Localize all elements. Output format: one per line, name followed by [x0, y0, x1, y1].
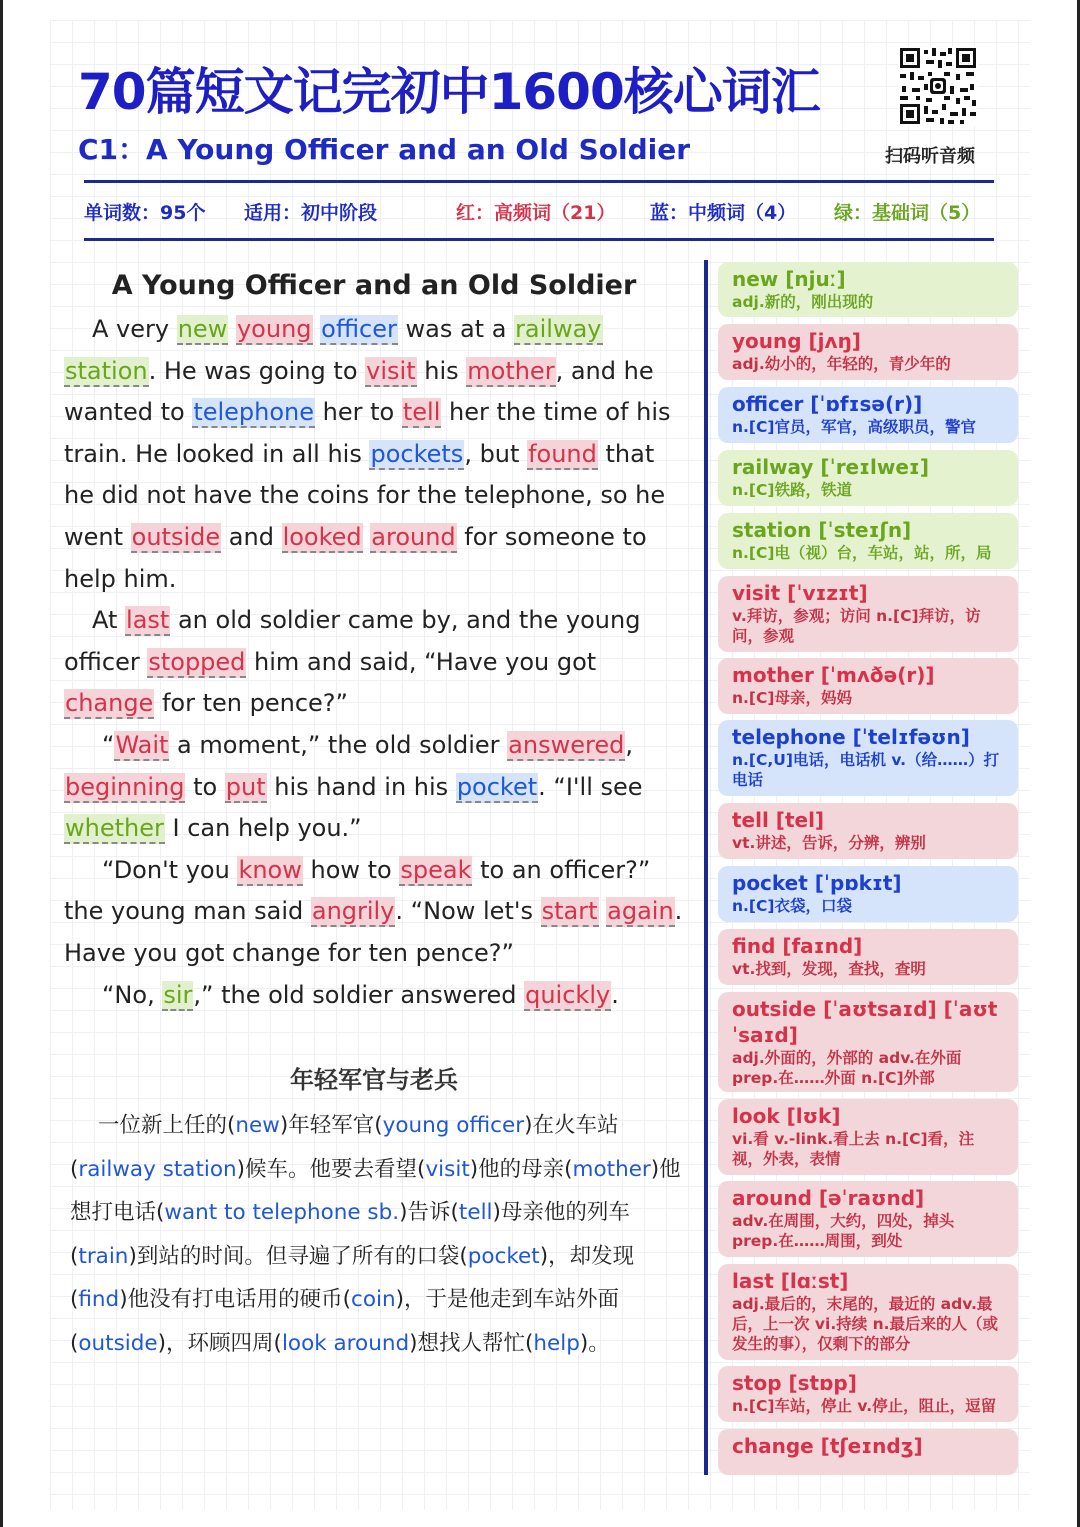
vocab-card[interactable]: tell [tel] vt.讲述，告诉，分辨，辨别: [718, 803, 1018, 859]
highlight-word[interactable]: know: [238, 855, 302, 884]
vocab-card[interactable]: pocket [ˈpɒkɪt] n.[C]衣袋，口袋: [718, 866, 1018, 922]
vocab-card[interactable]: around [əˈraʊnd] adv.在周围，大约，四处，掉头 prep.在……周围，到处: [718, 1181, 1018, 1257]
top-divider: [84, 180, 994, 183]
vocab-card[interactable]: new [njuː] adj.新的，刚出现的: [718, 262, 1018, 317]
vocab-card[interactable]: find [faɪnd] vt.找到，发现，查找，查明: [718, 929, 1018, 985]
qr-code-icon[interactable]: [898, 46, 978, 126]
highlight-word[interactable]: visit: [366, 356, 416, 385]
highlight-word[interactable]: beginning: [65, 772, 185, 801]
vocab-card[interactable]: stop [stɒp] n.[C]车站，停止 v.停止，阻止，逗留: [718, 1366, 1018, 1422]
page-title: 70篇短文记完初中1600核心词汇: [78, 63, 820, 121]
story-title: A Young Officer and an Old Soldier: [111, 270, 637, 301]
highlight-word[interactable]: telephone: [193, 398, 315, 427]
lesson-subtitle: C1：A Young Officer and an Old Soldier: [78, 133, 691, 166]
vocab-card[interactable]: last [lɑːst] adj.最后的，末尾的，最近的 adv.最后，上一次 vi.持续 n.最后来的人（或发生的事），仅剩下的部分: [718, 1264, 1018, 1360]
legend-red: 红：高频词（21）: [456, 202, 616, 224]
highlight-word[interactable]: new: [177, 315, 228, 343]
vocab-card[interactable]: officer [ˈɒfɪsə(r)] n.[C]官员，军官，高级职员，警官: [718, 387, 1018, 443]
bottom-divider: [84, 238, 994, 241]
highlight-word[interactable]: Wait: [115, 730, 169, 759]
column-divider: [704, 260, 708, 1475]
vocab-card[interactable]: look [lʊk] vi.看 v.-link.看上去 n.[C]看，注视，外表，表情: [718, 1099, 1018, 1175]
highlight-word[interactable]: last: [126, 606, 170, 635]
story-paragraph-1: A very new young officer was at a railway station. He was going to visit his mother, and he wanted to telephone her to tell her the time of his train. He looked in all his pockets, but found that he did not have the coins for the telephone, so he went outside and looked around for someone to help him.: [64, 315, 671, 593]
highlight-word[interactable]: looked: [282, 522, 362, 551]
worksheet-page: [50, 20, 1030, 1510]
highlight-word[interactable]: outside: [131, 522, 221, 551]
vocab-card[interactable]: change [tʃeɪndʒ]: [718, 1429, 1018, 1475]
vocab-card[interactable]: railway [ˈreɪlweɪ] n.[C]铁路，铁道: [718, 450, 1018, 506]
vocab-card[interactable]: outside [ˈaʊtsaɪd] [ˈaʊtˈsaɪd] adj.外面的，外部的 adv.在外面 prep.在……外面 n.[C]外部: [718, 992, 1018, 1092]
highlight-word[interactable]: stopped: [148, 647, 246, 676]
highlight-word[interactable]: put: [225, 772, 266, 801]
translation-title: 年轻军官与老兵: [290, 1066, 458, 1094]
highlight-word[interactable]: change: [65, 689, 154, 718]
story-paragraph-3: “Wait a moment,” the old soldier answered, beginning to put his hand in his pocket. “I'll see whether I can help you.”: [65, 730, 643, 843]
highlight-word[interactable]: angrily: [311, 897, 395, 926]
highlight-word[interactable]: station: [65, 356, 148, 385]
highlight-word[interactable]: mother: [467, 356, 555, 385]
highlight-word[interactable]: start: [541, 897, 598, 926]
highlight-word[interactable]: pocket: [456, 772, 538, 801]
highlight-word[interactable]: answered: [508, 730, 625, 759]
translation-paragraph: 一位新上任的(new)年轻军官(young officer)在火车站(railway station)候车。他要去看望(visit)他的母亲(mother)他想打电话(want to telephone sb.)告诉(tell)母亲他的列车(train)到站的时间。但寻遍了所有的口袋(pocket)，却发现(find)他没有打电话用的硬币(coin)，于是他走到车站外面(outside)，环顾四周(look around)想找人帮忙(help)。: [70, 1113, 681, 1356]
vocab-card[interactable]: mother [ˈmʌðə(r)] n.[C]母亲，妈妈: [718, 658, 1018, 714]
highlight-word[interactable]: tell: [402, 398, 441, 427]
story-section: [64, 270, 684, 1016]
highlight-word[interactable]: around: [371, 522, 456, 551]
vocab-card[interactable]: station [ˈsteɪʃn] n.[C]电（视）台，车站，站，所，局: [718, 513, 1018, 569]
highlight-word[interactable]: pockets: [370, 439, 464, 468]
level-label: 适用：初中阶段: [244, 202, 378, 224]
story-paragraph-5: “No, sir,” the old soldier answered quickly.: [102, 980, 619, 1009]
vocab-card[interactable]: telephone [ˈtelɪfəʊn] n.[C,U]电话，电话机 v.（给……）打电话: [718, 720, 1018, 796]
highlight-word[interactable]: young: [236, 315, 312, 343]
highlight-word[interactable]: quickly: [525, 980, 611, 1009]
highlight-word[interactable]: officer: [321, 315, 397, 343]
highlight-word[interactable]: again: [607, 897, 674, 926]
highlight-word[interactable]: speak: [400, 855, 472, 884]
highlight-word[interactable]: railway: [515, 315, 602, 343]
legend-blue: 蓝：中频词（4）: [650, 202, 797, 224]
vocab-card[interactable]: visit [ˈvɪzɪt] v.拜访，参观；访问 n.[C]拜访，访问，参观: [718, 576, 1018, 652]
story-paragraph-2: At last an old soldier came by, and the young officer stopped him and said, “Have you got change for ten pence?”: [64, 606, 641, 718]
legend-green: 绿：基础词（5）: [834, 202, 981, 224]
highlight-word[interactable]: found: [528, 439, 597, 468]
qr-label: 扫码听音频: [885, 146, 975, 167]
vocab-card[interactable]: young [jʌŋ] adj.幼小的，年轻的，青少年的: [718, 324, 1018, 380]
story-paragraph-4: “Don't you know how to speak to an officer?” the young man said angrily. “Now let's start again. Have you got change for ten pence?”: [64, 855, 683, 967]
highlight-word[interactable]: sir: [163, 980, 193, 1009]
highlight-word[interactable]: whether: [65, 814, 164, 843]
word-count: 单词数：95个: [84, 202, 206, 224]
